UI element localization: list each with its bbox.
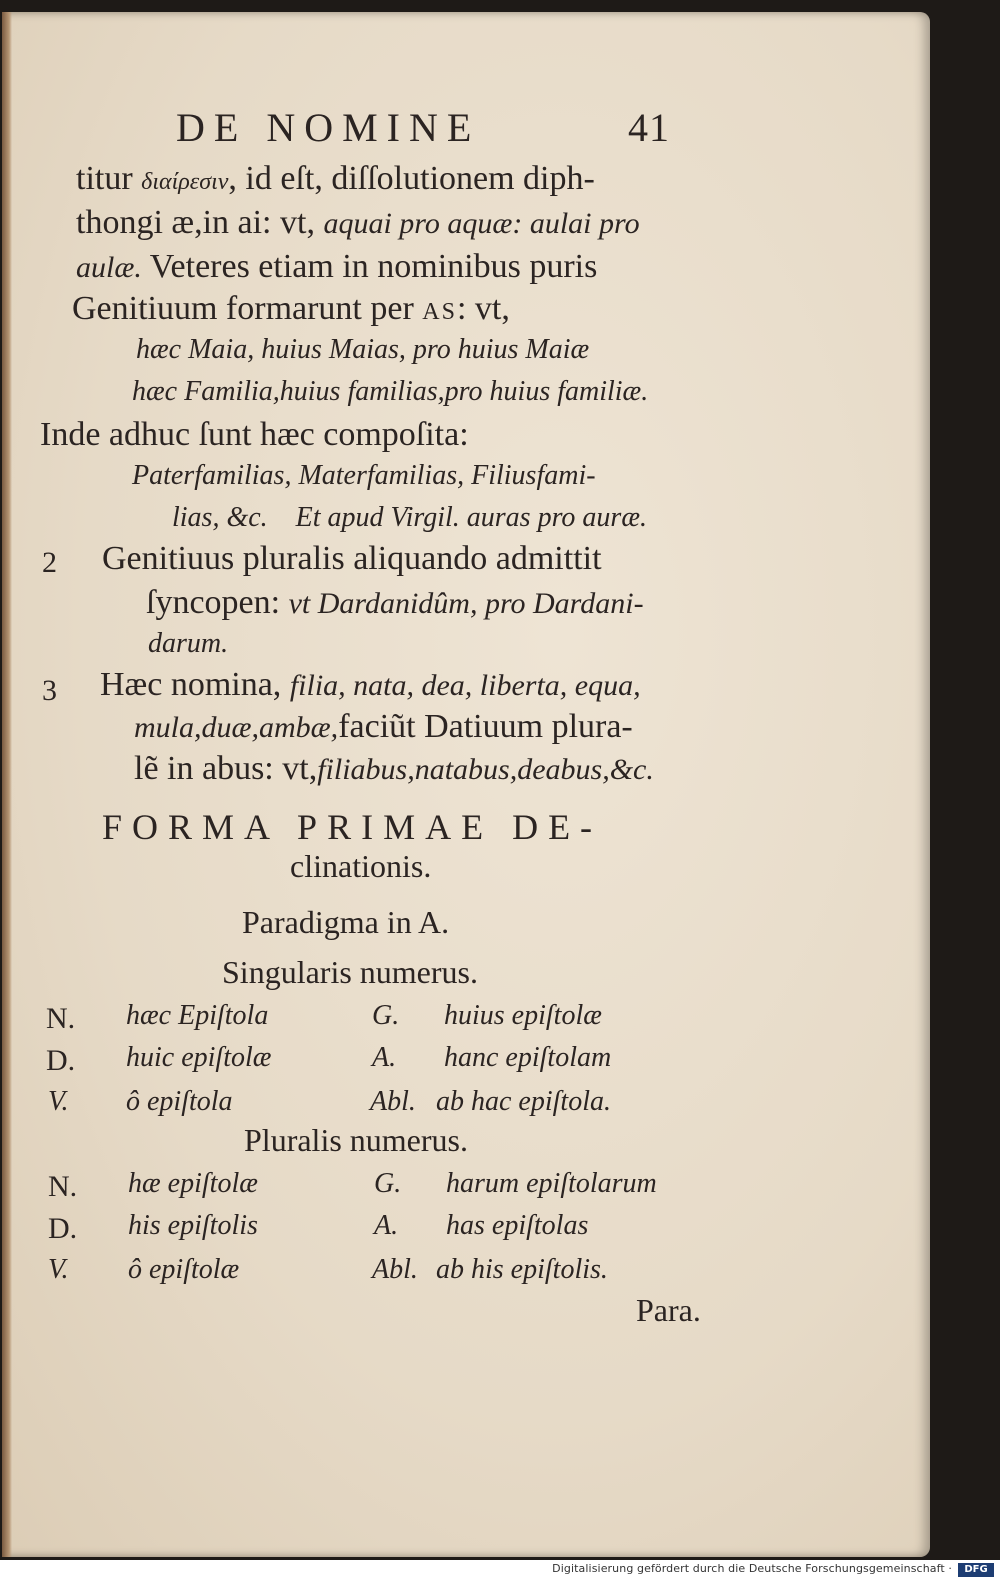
case-label: V. xyxy=(48,1086,69,1117)
rule-number-3: 3 xyxy=(42,674,57,707)
example-line-3: Paterfamilias, Materfamilias, Filiusfami- xyxy=(132,460,596,491)
case-form: harum epiſtolarum xyxy=(446,1168,657,1199)
paradigm-title: Paradigma in A. xyxy=(242,904,450,940)
body-line-2: thongi æ,in ai: vt, aquai pro aquæ: aulai pro xyxy=(76,204,640,241)
dfg-logo: DFG xyxy=(958,1563,994,1577)
singular-label: Singularis numerus. xyxy=(222,954,478,990)
funding-credit: Digitalisierung gefördert durch die Deutsche Forschungsgemeinschaft · xyxy=(552,1562,952,1575)
body-line-1: titur διαίρεσιν, id eſt, diſſolutionem diph- xyxy=(76,160,595,197)
case-form: hæc Epiſtola xyxy=(126,1000,269,1031)
example-line-1: hæc Maia, huius Maias, pro huius Maiæ xyxy=(136,334,590,365)
case-label: G. xyxy=(374,1168,402,1199)
case-label: N. xyxy=(46,1002,76,1035)
page-gutter xyxy=(2,12,12,1557)
case-form: ô epiſtolæ xyxy=(128,1254,240,1285)
case-form: ô epiſtola xyxy=(126,1086,233,1117)
running-title: DE NOMINE xyxy=(176,105,481,150)
case-label: Abl. xyxy=(370,1086,416,1117)
rule-2-line-1: Genitiuus pluralis aliquando admittit xyxy=(102,540,602,577)
case-form: his epiſtolis xyxy=(128,1210,258,1241)
section-heading-cont: clinationis. xyxy=(290,848,432,884)
case-form: hanc epiſtolam xyxy=(444,1042,612,1073)
rule-3-line-3: lẽ in abus: vt,filiabus,natabus,deabus,&c. xyxy=(134,750,654,787)
body-line-7: Inde adhuc ſunt hæc compoſita: xyxy=(40,416,469,453)
body-line-4: Genitiuum formarunt per AS: vt, xyxy=(72,290,510,327)
rule-3-line-2: mula,duæ,ambæ,faciũt Datiuum plura- xyxy=(134,708,633,745)
case-label: D. xyxy=(48,1212,78,1245)
rule-number-2: 2 xyxy=(42,546,57,579)
case-label: V. xyxy=(48,1254,69,1285)
rule-2-line-3: darum. xyxy=(148,628,229,659)
case-label: G. xyxy=(372,1000,400,1031)
rule-2-line-2: ſyncopen: vt Dardanidûm, pro Dardani- xyxy=(146,584,644,621)
case-form: ab hac epiſtola. xyxy=(436,1086,611,1117)
case-form: hæ epiſtolæ xyxy=(128,1168,258,1199)
case-form: has epiſtolas xyxy=(446,1210,589,1241)
rule-3-line-1: Hæc nomina, filia, nata, dea, liberta, equa, xyxy=(100,666,641,703)
body-line-3: aulæ. Veteres etiam in nominibus puris xyxy=(76,248,598,285)
section-heading: FORMA PRIMAE DE- xyxy=(102,807,603,847)
case-label: D. xyxy=(46,1044,76,1077)
example-line-4: lias, &c. Et apud Virgil. auras pro auræ. xyxy=(172,502,647,533)
case-form: huic epiſtolæ xyxy=(126,1042,272,1073)
case-label: A. xyxy=(374,1210,399,1241)
case-form: huius epiſtolæ xyxy=(444,1000,602,1031)
example-line-2: hæc Familia,huius familias,pro huius familiæ. xyxy=(132,376,649,407)
page-number: 41 xyxy=(628,105,670,150)
case-label: A. xyxy=(372,1042,397,1073)
case-label: N. xyxy=(48,1170,78,1203)
case-form: ab his epiſtolis. xyxy=(436,1254,608,1285)
catchword: Para. xyxy=(636,1292,701,1328)
case-label: Abl. xyxy=(372,1254,418,1285)
plural-label: Pluralis numerus. xyxy=(244,1122,468,1158)
